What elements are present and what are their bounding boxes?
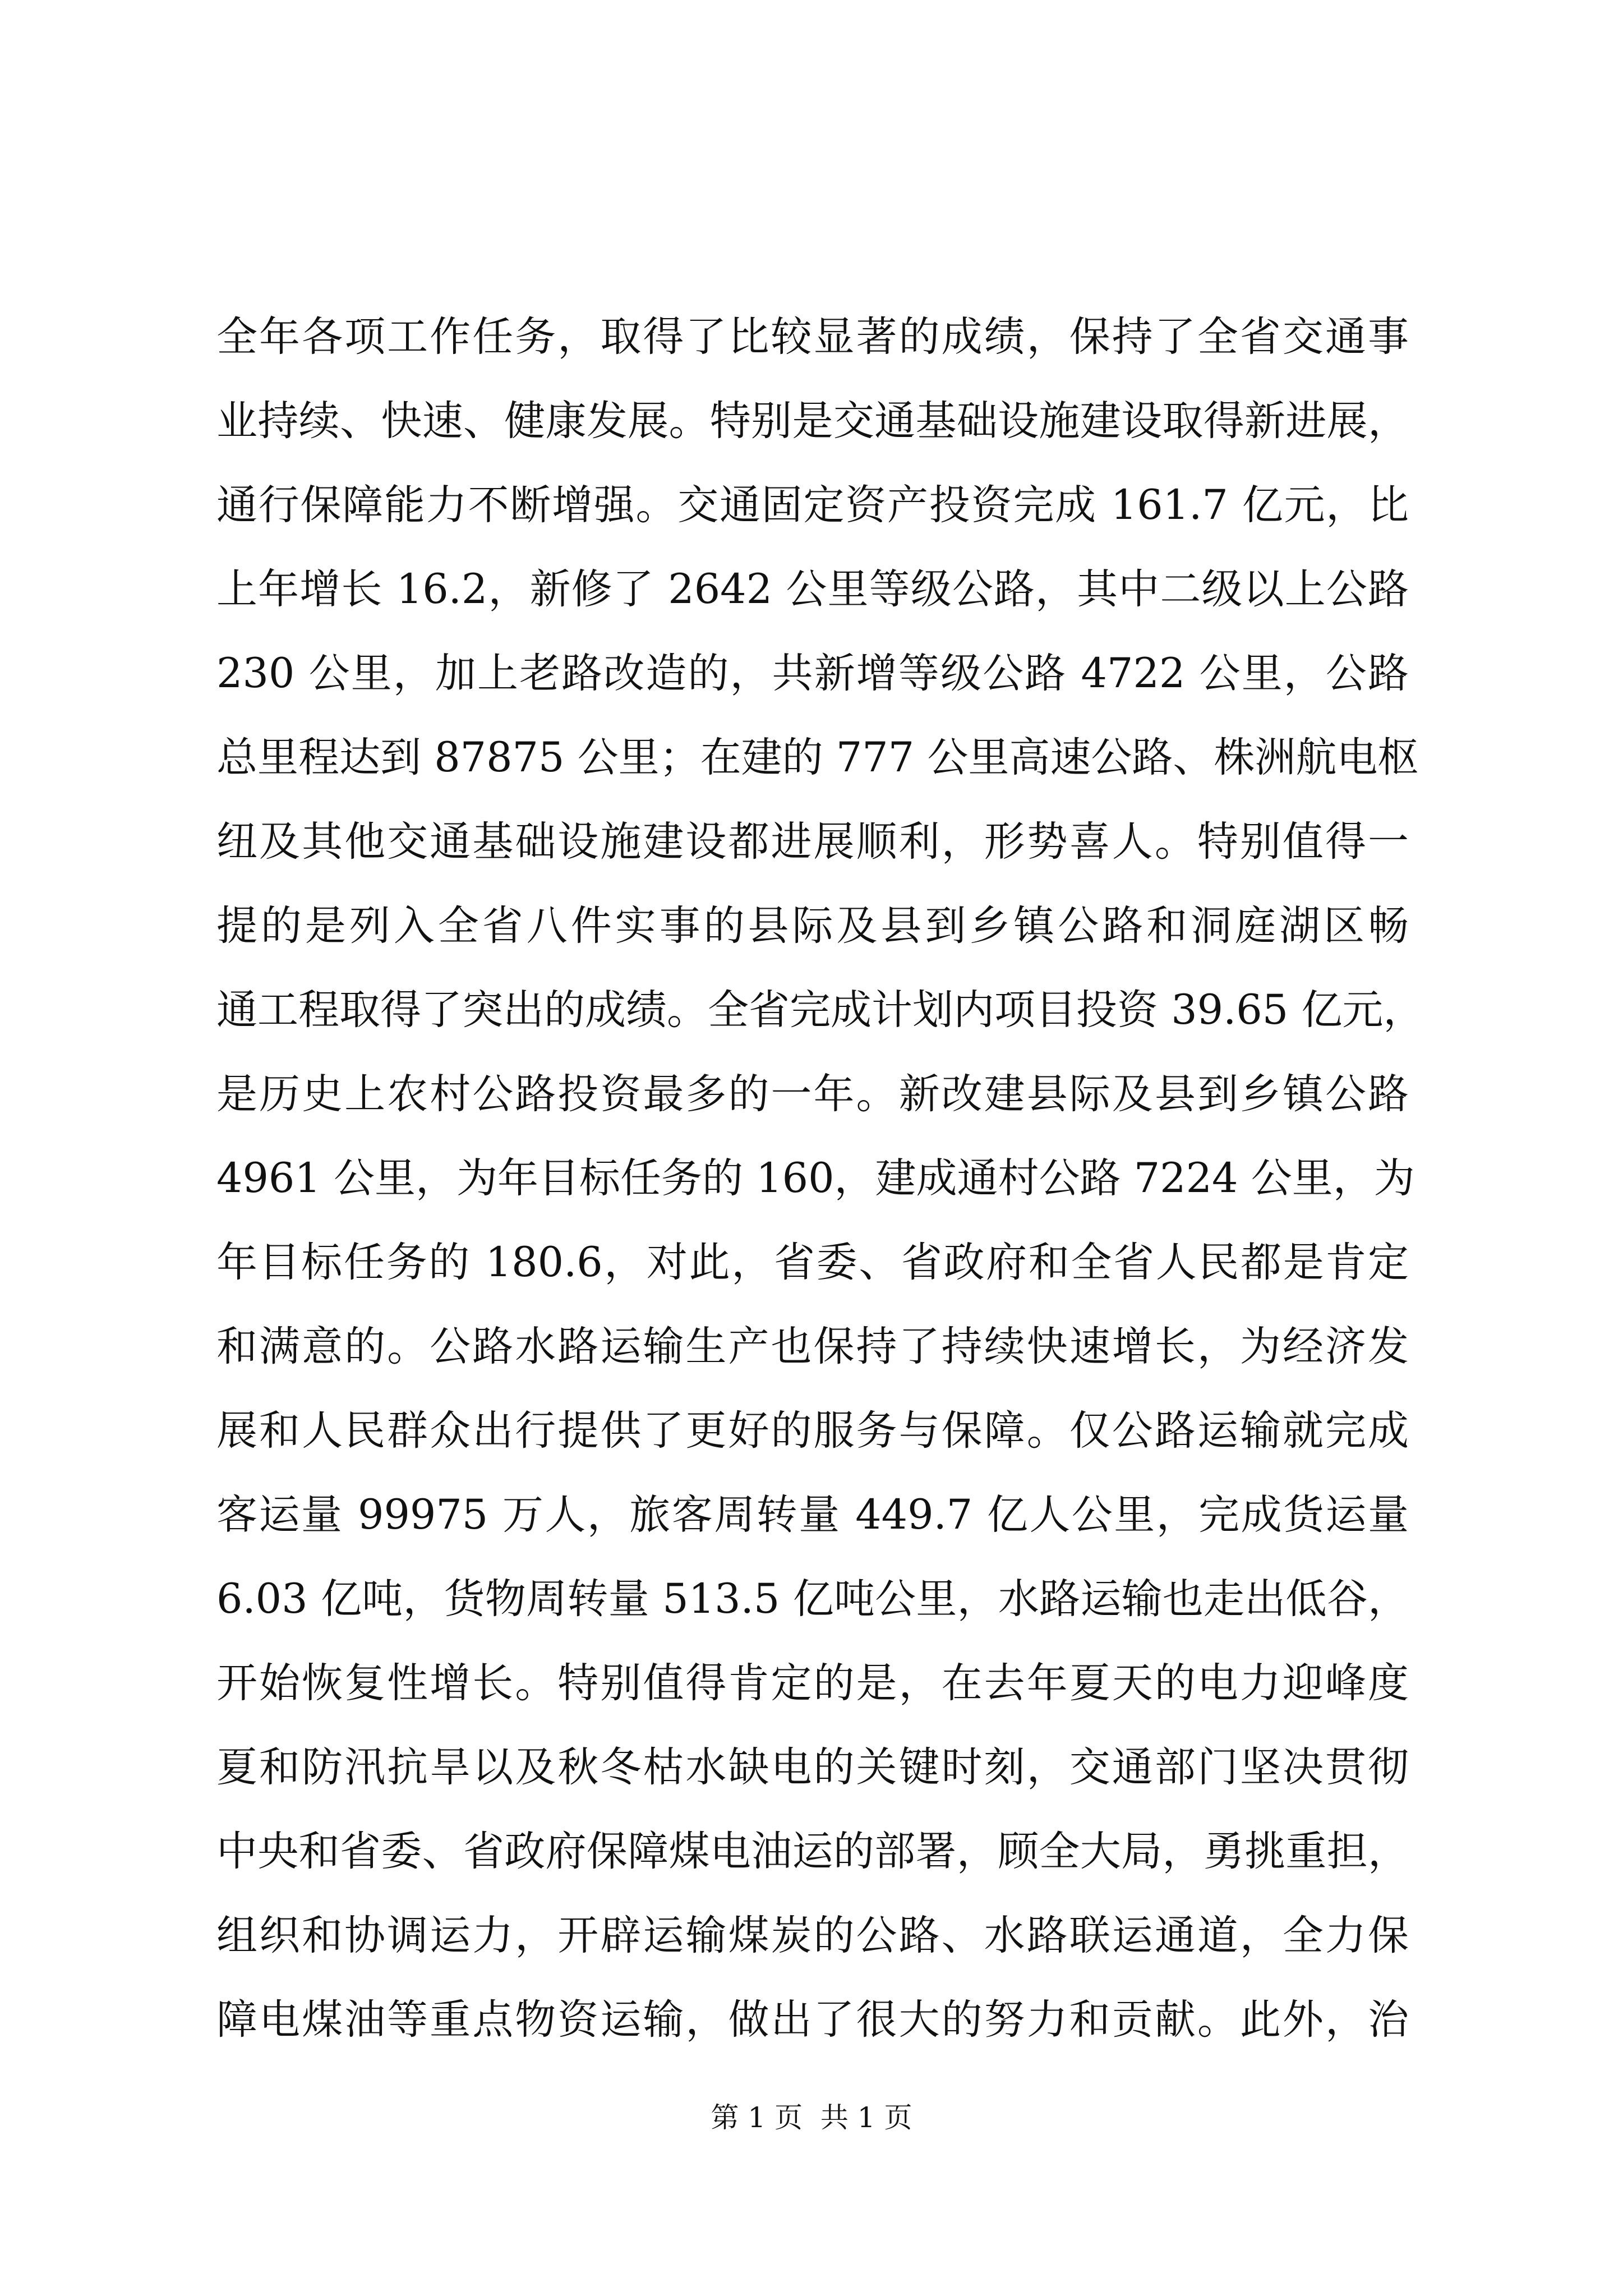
text-line: 开始恢复性增长。特别值得肯定的是，在去年夏天的电力迎峰度 (216, 1659, 1409, 1707)
text-line: 通行保障能力不断增强。交通固定资产投资完成 161.7 亿元，比 (216, 481, 1409, 529)
text-line: 和满意的。公路水路运输生产也保持了持续快速增长，为经济发 (216, 1323, 1409, 1370)
text-line: 组织和协调运力，开辟运输煤炭的公路、水路联运通道，全力保 (216, 1912, 1409, 1959)
text-line: 上年增长 16.2，新修了 2642 公里等级公路，其中二级以上公路 (216, 565, 1409, 613)
text-line: 夏和防汛抗旱以及秋冬枯水缺电的关键时刻，交通部门坚决贯彻 (216, 1743, 1409, 1791)
text-line: 4961 公里，为年目标任务的 160，建成通村公路 7224 公里，为 (216, 1154, 1415, 1202)
text-line: 年目标任务的 180.6，对此，省委、省政府和全省人民都是肯定 (216, 1239, 1409, 1286)
text-line: 通工程取得了突出的成绩。全省完成计划内项目投资 39.65 亿元， (216, 986, 1424, 1034)
text-line: 客运量 99975 万人，旅客周转量 449.7 亿人公里，完成货运量 (216, 1491, 1409, 1539)
text-line: 是历史上农村公路投资最多的一年。新改建县际及县到乡镇公路 (216, 1070, 1409, 1118)
text-line: 提的是列入全省八件实事的县际及县到乡镇公路和洞庭湖区畅 (216, 902, 1409, 950)
text-line: 纽及其他交通基础设施建设都进展顺利，形势喜人。特别值得一 (216, 818, 1409, 866)
text-line: 总里程达到 87875 公里；在建的 777 公里高速公路、株洲航电枢 (216, 734, 1419, 781)
page-number-footer: 第 1 页 共 1 页 (711, 2101, 912, 2134)
text-line: 业持续、快速、健康发展。特别是交通基础设施建设取得新进展， (216, 397, 1409, 445)
text-line: 障电煤油等重点物资运输，做出了很大的努力和贡献。此外，治 (216, 1996, 1409, 2044)
body-text (216, 295, 1424, 2062)
text-line: 中央和省委、省政府保障煤电油运的部署，顾全大局，勇挑重担， (216, 1828, 1409, 1875)
text-line: 6.03 亿吨，货物周转量 513.5 亿吨公里，水路运输也走出低谷， (216, 1575, 1409, 1623)
text-line: 展和人民群众出行提供了更好的服务与保障。仅公路运输就完成 (216, 1407, 1409, 1455)
text-line: 全年各项工作任务，取得了比较显著的成绩，保持了全省交通事 (216, 313, 1409, 361)
text-line: 230 公里，加上老路改造的，共新增等级公路 4722 公里，公路 (216, 650, 1409, 697)
